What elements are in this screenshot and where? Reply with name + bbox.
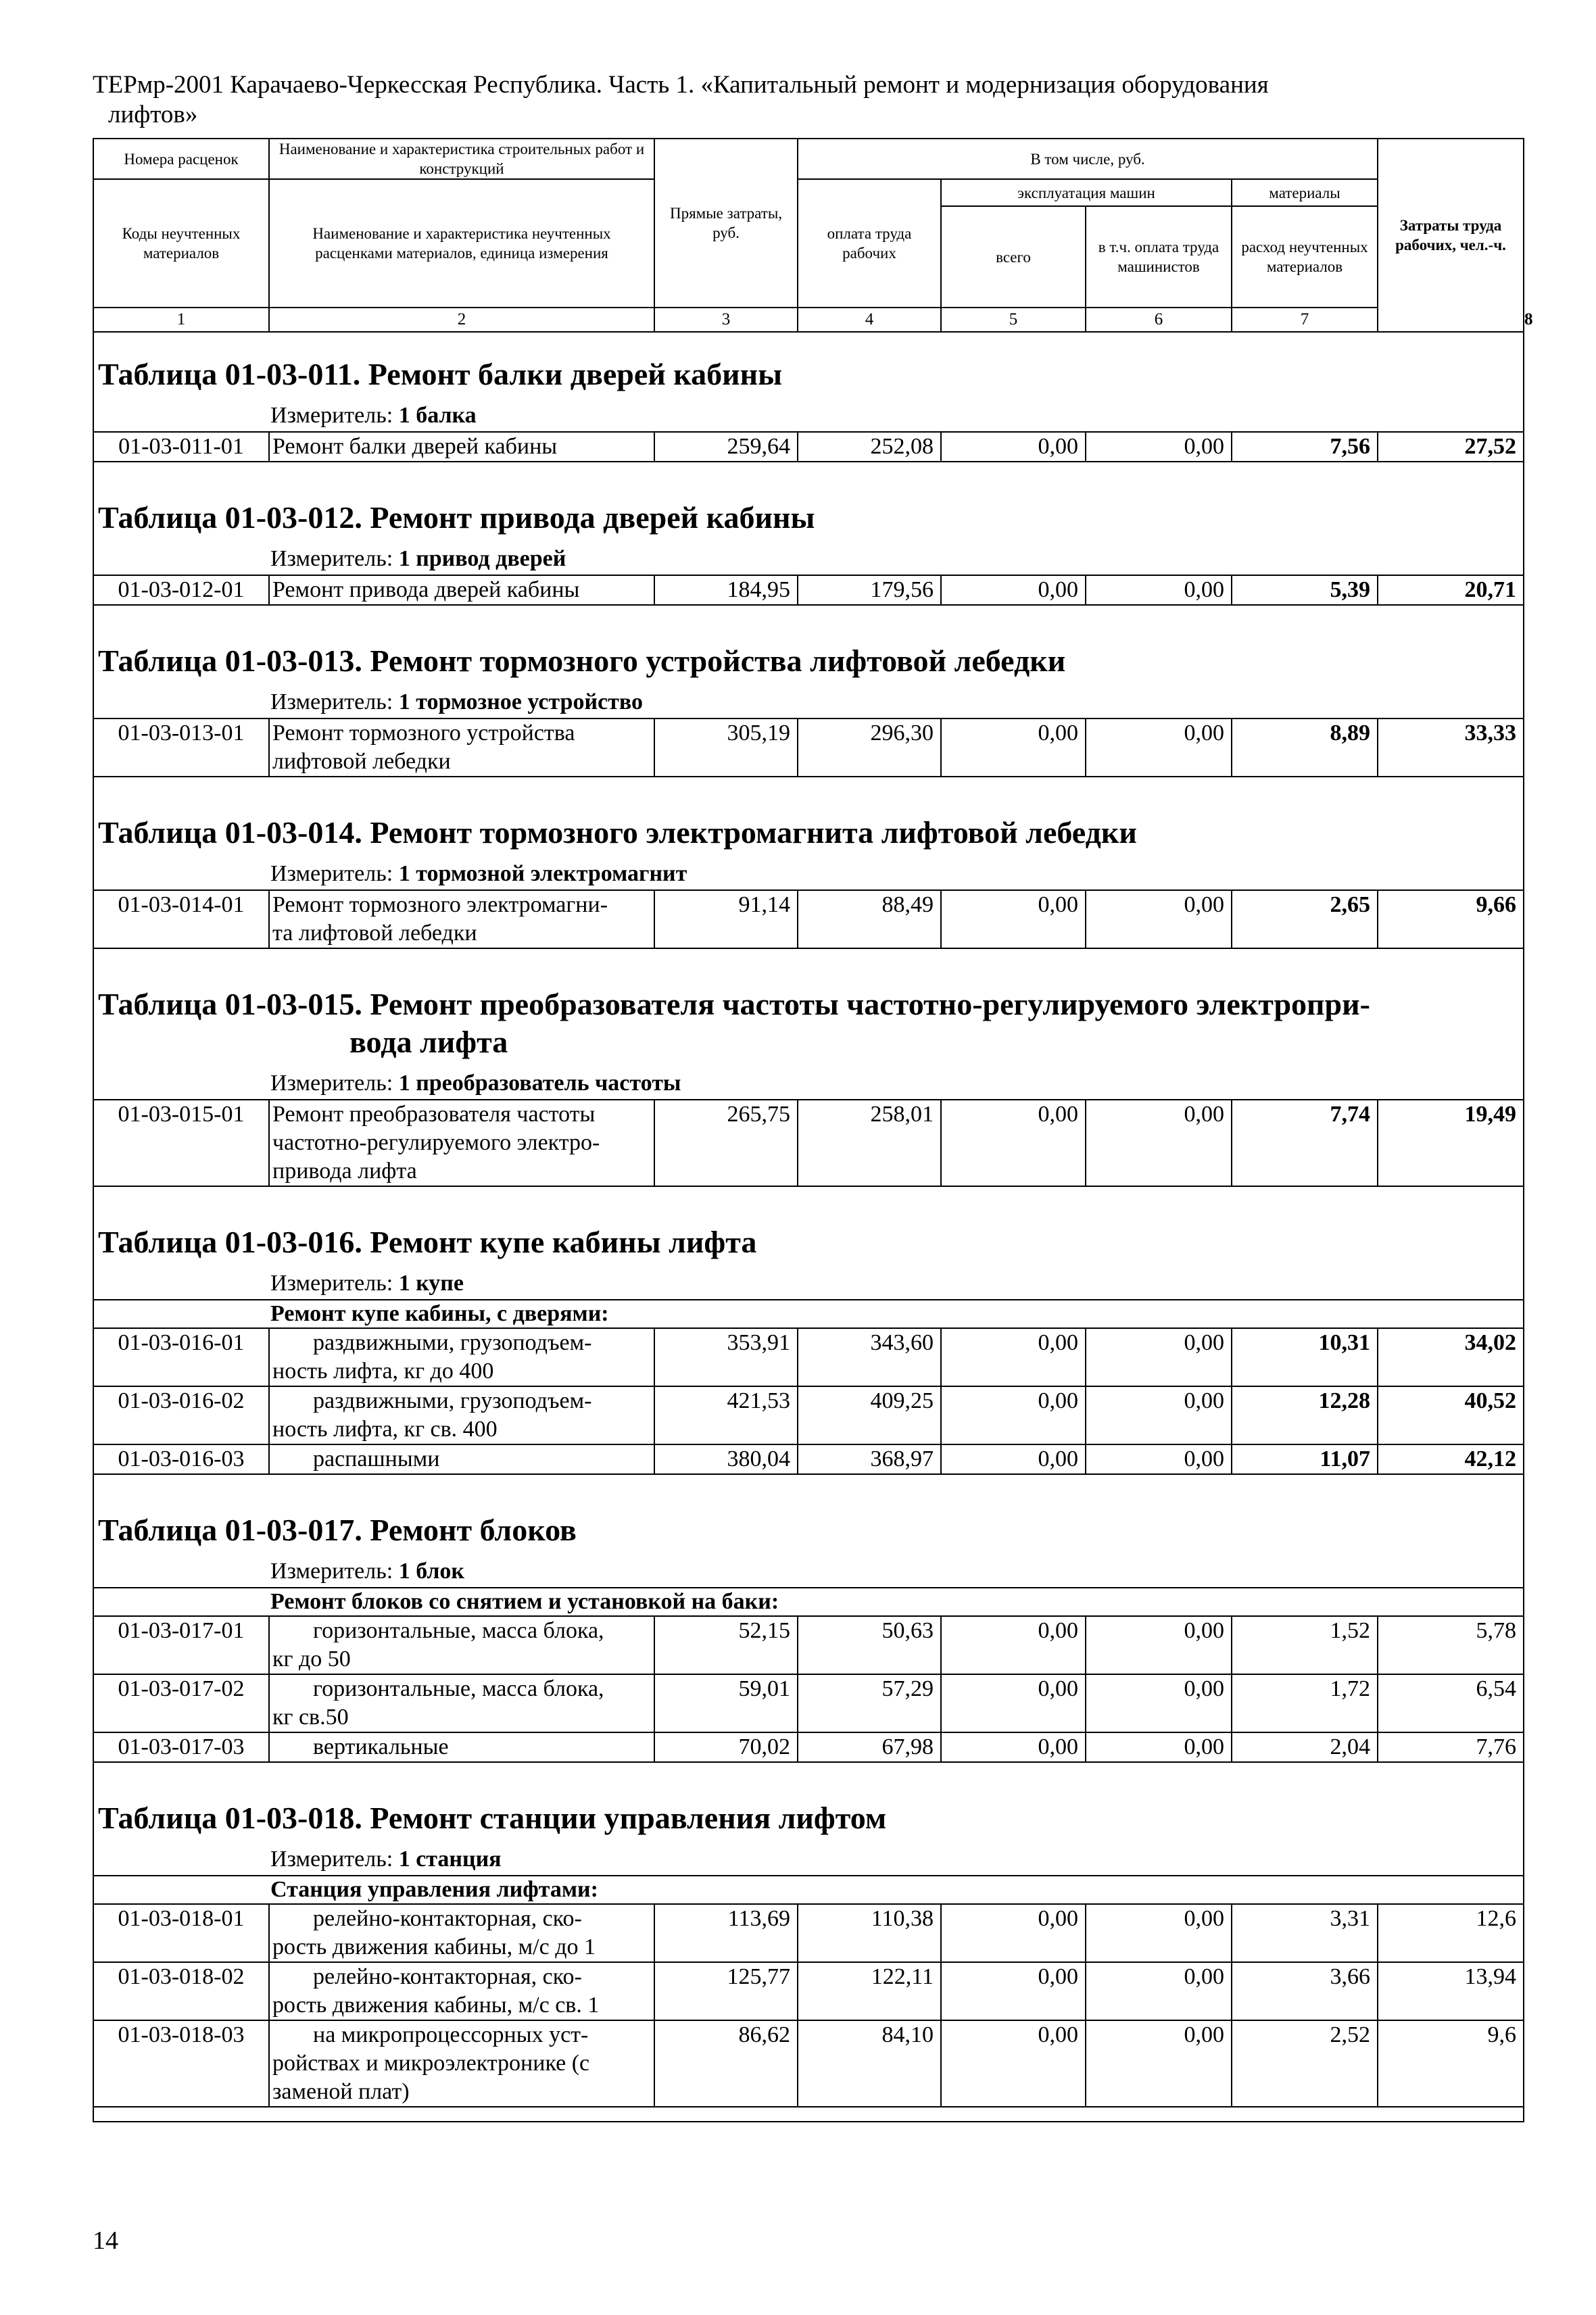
unit-label: Измеритель: [270, 1271, 399, 1296]
unit-label: Измеритель: [270, 1847, 399, 1872]
unit-cell [93, 684, 1524, 718]
machinist-pay-value: 0,00 [1086, 1732, 1232, 1762]
work-name-line: распашными [313, 1446, 440, 1471]
col-header-unaccounted-name: Наименование и характеристика неучтенных расценками материалов, единица измерения [269, 179, 654, 308]
machine-total-value: 0,00 [941, 1100, 1086, 1186]
machine-total-value: 0,00 [941, 1328, 1086, 1386]
labor-pay-value: 296,30 [798, 718, 941, 777]
labor-hours-value: 20,71 [1378, 575, 1524, 605]
unit-label: Измеритель: [270, 861, 399, 886]
spacer-cell [93, 1186, 1524, 1200]
direct-costs-value: 265,75 [654, 1100, 798, 1186]
work-name [269, 2020, 654, 2107]
work-name-line: кг св.50 [272, 1705, 349, 1730]
work-name-line: на микропроцессорных уст- [313, 2022, 589, 2047]
section-title-text: Таблица 01-03-018. Ремонт станции управления лифтом [98, 1801, 887, 1835]
table-row [93, 1444, 1524, 1474]
work-name-line: ность лифта, кг св. 400 [272, 1417, 498, 1442]
rate-code: 01-03-018-02 [93, 1962, 269, 2020]
work-name [269, 1674, 654, 1732]
section-title-row [93, 962, 1524, 1065]
unit-text [94, 401, 477, 430]
spacer-cell [93, 948, 1524, 962]
machine-total-value: 0,00 [941, 890, 1086, 948]
section-spacer [93, 2107, 1524, 2122]
labor-hours-value: 9,6 [1378, 2020, 1524, 2107]
machine-total-value: 0,00 [941, 1386, 1086, 1444]
rate-code: 01-03-018-01 [93, 1904, 269, 1962]
direct-costs-value: 59,01 [654, 1674, 798, 1732]
col-header-unaccounted-materials-use: расход неучтенных материалов [1232, 206, 1378, 308]
direct-costs-value: 86,62 [654, 2020, 798, 2107]
subhead-row [93, 1300, 1524, 1328]
section-spacer [93, 1186, 1524, 1200]
machinist-pay-value: 0,00 [1086, 1386, 1232, 1444]
unit-value: 1 привод дверей [398, 546, 566, 571]
labor-hours-value: 40,52 [1378, 1386, 1524, 1444]
machinist-pay-value: 0,00 [1086, 1100, 1232, 1186]
subhead-cell [93, 1588, 1524, 1616]
document-header-line-2: лифтов» [108, 101, 198, 128]
unit-cell [93, 1065, 1524, 1100]
unit-value: 1 блок [398, 1559, 465, 1584]
direct-costs-value: 52,15 [654, 1616, 798, 1674]
direct-costs-value: 259,64 [654, 432, 798, 462]
col-header-materials: материалы [1232, 179, 1378, 206]
labor-hours-value: 7,76 [1378, 1732, 1524, 1762]
table-row [93, 1962, 1524, 2020]
section-title-row [93, 476, 1524, 541]
section-title [93, 791, 1524, 856]
materials-value: 12,28 [1232, 1386, 1378, 1444]
rate-code: 01-03-016-02 [93, 1386, 269, 1444]
machinist-pay-value: 0,00 [1086, 1674, 1232, 1732]
unit-cell [93, 1841, 1524, 1876]
table-row [93, 1386, 1524, 1444]
column-number-cell: 7 [1232, 308, 1378, 332]
unit-label: Измеритель: [270, 403, 399, 428]
unit-value: 1 тормозной электромагнит [398, 861, 687, 886]
section-spacer [93, 1762, 1524, 1776]
section-spacer [93, 1474, 1524, 1488]
rate-code: 01-03-012-01 [93, 575, 269, 605]
machinist-pay-value: 0,00 [1086, 718, 1232, 777]
machine-total-value: 0,00 [941, 575, 1086, 605]
work-name-line: Ремонт тормозного устройства [272, 721, 575, 746]
labor-hours-value: 9,66 [1378, 890, 1524, 948]
section-title [93, 476, 1524, 541]
labor-hours-value: 13,94 [1378, 1962, 1524, 2020]
labor-hours-value: 42,12 [1378, 1444, 1524, 1474]
unit-label: Измеритель: [270, 1071, 399, 1096]
section-spacer [93, 777, 1524, 791]
labor-pay-value: 368,97 [798, 1444, 941, 1474]
unit-row [93, 397, 1524, 432]
spacer-cell [93, 605, 1524, 619]
unit-text [94, 545, 566, 573]
direct-costs-value: 91,14 [654, 890, 798, 948]
rate-code: 01-03-014-01 [93, 890, 269, 948]
work-name-line: ность лифта, кг до 400 [272, 1359, 494, 1384]
col-header-labor-costs: Затраты труда рабочих, чел.-ч. [1378, 139, 1524, 332]
materials-value: 5,39 [1232, 575, 1378, 605]
materials-value: 2,65 [1232, 890, 1378, 948]
rates-table [93, 138, 1533, 2122]
col-header-work-name: Наименование и характеристика строительных работ и конструкций [269, 139, 654, 179]
labor-pay-value: 252,08 [798, 432, 941, 462]
section-title-row [93, 791, 1524, 856]
section-spacer [93, 948, 1524, 962]
work-name [269, 1904, 654, 1962]
direct-costs-value: 421,53 [654, 1386, 798, 1444]
table-row [93, 432, 1524, 462]
section-title-text: Таблица 01-03-015. Ремонт преобразователя частоты частотно-регулируемого электропри- [98, 987, 1370, 1021]
unit-cell [93, 541, 1524, 575]
materials-value: 1,52 [1232, 1616, 1378, 1674]
table-row [93, 1904, 1524, 1962]
unit-cell [93, 1553, 1524, 1588]
section-title [93, 1200, 1524, 1265]
direct-costs-value: 353,91 [654, 1328, 798, 1386]
labor-hours-value: 34,02 [1378, 1328, 1524, 1386]
subhead-row [93, 1588, 1524, 1616]
section-title-row [93, 1776, 1524, 1841]
labor-pay-value: 84,10 [798, 2020, 941, 2107]
labor-pay-value: 67,98 [798, 1732, 941, 1762]
section-title [93, 619, 1524, 684]
document-header-line-1: ТЕРмр-2001 Карачаево-Черкесская Республика. Часть 1. «Капитальный ремонт и модернизация оборудования [93, 71, 1269, 99]
section-title-row [93, 332, 1524, 397]
direct-costs-value: 113,69 [654, 1904, 798, 1962]
unit-row [93, 856, 1524, 890]
work-name-line: Ремонт привода дверей кабины [272, 577, 580, 602]
subhead-cell [93, 1300, 1524, 1328]
column-number-cell: 6 [1086, 308, 1232, 332]
machinist-pay-value: 0,00 [1086, 2020, 1232, 2107]
machine-total-value: 0,00 [941, 1674, 1086, 1732]
materials-value: 2,52 [1232, 2020, 1378, 2107]
spacer-cell [93, 1474, 1524, 1488]
labor-pay-value: 122,11 [798, 1962, 941, 2020]
page-number: 14 [93, 2226, 118, 2255]
materials-value: 3,66 [1232, 1962, 1378, 2020]
work-name [269, 1100, 654, 1186]
column-number-cell: 1 [93, 308, 269, 332]
labor-hours-value: 5,78 [1378, 1616, 1524, 1674]
section-title-row [93, 1488, 1524, 1553]
work-name [269, 575, 654, 605]
work-name-line: релейно-контакторная, ско- [313, 1906, 582, 1931]
spacer-cell [93, 2107, 1524, 2122]
machinist-pay-value: 0,00 [1086, 1328, 1232, 1386]
labor-hours-value: 33,33 [1378, 718, 1524, 777]
work-name [269, 718, 654, 777]
direct-costs-value: 70,02 [654, 1732, 798, 1762]
subhead-text: Станция управления лифтами: [270, 1877, 598, 1902]
materials-value: 8,89 [1232, 718, 1378, 777]
table-row [93, 718, 1524, 777]
table-row [93, 2020, 1524, 2107]
rate-code: 01-03-011-01 [93, 432, 269, 462]
unit-label: Измеритель: [270, 546, 399, 571]
labor-pay-value: 258,01 [798, 1100, 941, 1186]
work-name-line: раздвижными, грузоподъем- [313, 1388, 592, 1413]
work-name-line: раздвижными, грузоподъем- [313, 1330, 592, 1355]
table-row [93, 890, 1524, 948]
section-title-text: Таблица 01-03-014. Ремонт тормозного электромагнита лифтовой лебедки [98, 815, 1137, 850]
labor-pay-value: 409,25 [798, 1386, 941, 1444]
labor-hours-value: 6,54 [1378, 1674, 1524, 1732]
unit-cell [93, 1265, 1524, 1300]
machine-total-value: 0,00 [941, 1444, 1086, 1474]
machine-total-value: 0,00 [941, 2020, 1086, 2107]
column-number-cell: 5 [941, 308, 1086, 332]
work-name-line: Ремонт преобразователя частоты [272, 1102, 596, 1127]
unit-text [94, 1269, 464, 1298]
section-title [93, 962, 1524, 1065]
machine-total-value: 0,00 [941, 1732, 1086, 1762]
unit-label: Измеритель: [270, 689, 399, 714]
subhead-text: Ремонт блоков со снятием и установкой на баки: [270, 1589, 779, 1614]
work-name-line: заменой плат) [272, 2079, 410, 2104]
section-title-text: Таблица 01-03-011. Ремонт балки дверей кабины [98, 357, 783, 391]
spacer-cell [93, 777, 1524, 791]
unit-text [94, 1845, 502, 1874]
unit-cell [93, 856, 1524, 890]
rate-code: 01-03-018-03 [93, 2020, 269, 2107]
labor-hours-value: 19,49 [1378, 1100, 1524, 1186]
column-number-cell: 3 [654, 308, 798, 332]
machinist-pay-value: 0,00 [1086, 1444, 1232, 1474]
labor-pay-value: 110,38 [798, 1904, 941, 1962]
section-title-text: Таблица 01-03-016. Ремонт купе кабины лифта [98, 1225, 757, 1259]
unit-label: Измеритель: [270, 1559, 399, 1584]
work-name-line: вертикальные [313, 1734, 449, 1759]
work-name [269, 1616, 654, 1674]
subhead-cell [93, 1876, 1524, 1904]
work-name-line: Ремонт тормозного электромагни- [272, 892, 608, 917]
machinist-pay-value: 0,00 [1086, 1962, 1232, 2020]
subhead-row [93, 1876, 1524, 1904]
rate-code: 01-03-017-03 [93, 1732, 269, 1762]
work-name-line: ройствах и микроэлектронике (с [272, 2051, 590, 2076]
work-name-line: горизонтальные, масса блока, [313, 1618, 604, 1643]
machine-total-value: 0,00 [941, 432, 1086, 462]
section-title-text: Таблица 01-03-017. Ремонт блоков [98, 1513, 577, 1547]
unit-text [94, 860, 687, 888]
unit-row [93, 1841, 1524, 1876]
work-name-line: кг до 50 [272, 1647, 351, 1672]
section-title-row [93, 619, 1524, 684]
labor-pay-value: 179,56 [798, 575, 941, 605]
col-header-rate-number: Номера расценок [93, 139, 269, 179]
labor-pay-value: 50,63 [798, 1616, 941, 1674]
direct-costs-value: 184,95 [654, 575, 798, 605]
spacer-cell [93, 1762, 1524, 1776]
labor-hours-value: 27,52 [1378, 432, 1524, 462]
unit-value: 1 преобразователь частоты [398, 1071, 681, 1096]
table-row [93, 1674, 1524, 1732]
work-name-line: Ремонт балки дверей кабины [272, 434, 558, 459]
section-title [93, 1776, 1524, 1841]
direct-costs-value: 125,77 [654, 1962, 798, 2020]
unit-text [94, 688, 643, 716]
work-name-line: горизонтальные, масса блока, [313, 1676, 604, 1701]
table-row [93, 1328, 1524, 1386]
machine-total-value: 0,00 [941, 1616, 1086, 1674]
table-row [93, 575, 1524, 605]
section-title-continuation: вода лифта [349, 1025, 508, 1059]
col-header-direct-costs: Прямые затраты, руб. [654, 139, 798, 308]
subhead-text: Ремонт купе кабины, с дверями: [270, 1301, 609, 1326]
machinist-pay-value: 0,00 [1086, 1616, 1232, 1674]
work-name-line: та лифтовой лебедки [272, 921, 477, 946]
machinist-pay-value: 0,00 [1086, 432, 1232, 462]
rate-code: 01-03-015-01 [93, 1100, 269, 1186]
table-row [93, 1732, 1524, 1762]
work-name-line: рость движения кабины, м/с до 1 [272, 1934, 596, 1959]
rate-code: 01-03-017-02 [93, 1674, 269, 1732]
labor-hours-value: 12,6 [1378, 1904, 1524, 1962]
unit-row [93, 684, 1524, 718]
col-header-machinist-pay: в т.ч. оплата труда машинистов [1086, 206, 1232, 308]
unit-value: 1 купе [398, 1271, 464, 1296]
work-name-line: рость движения кабины, м/с св. 1 [272, 1993, 600, 2018]
spacer-cell [93, 462, 1524, 476]
work-name [269, 1328, 654, 1386]
labor-pay-value: 57,29 [798, 1674, 941, 1732]
section-title-text: Таблица 01-03-013. Ремонт тормозного устройства лифтовой лебедки [98, 643, 1066, 678]
direct-costs-value: 305,19 [654, 718, 798, 777]
col-header-machine-total: всего [941, 206, 1086, 308]
unit-cell [93, 397, 1524, 432]
column-number-cell: 2 [269, 308, 654, 332]
section-title [93, 1488, 1524, 1553]
col-header-unaccounted-codes: Коды неучтенных материалов [93, 179, 269, 308]
section-title-text: Таблица 01-03-012. Ремонт привода дверей кабины [98, 500, 815, 535]
unit-value: 1 тормозное устройство [398, 689, 643, 714]
work-name-line: привода лифта [272, 1159, 417, 1184]
unit-row [93, 1265, 1524, 1300]
rate-code: 01-03-016-03 [93, 1444, 269, 1474]
materials-value: 7,56 [1232, 432, 1378, 462]
materials-value: 10,31 [1232, 1328, 1378, 1386]
work-name-line: частотно-регулируемого электро- [272, 1130, 600, 1155]
materials-value: 11,07 [1232, 1444, 1378, 1474]
rate-code: 01-03-013-01 [93, 718, 269, 777]
materials-value: 2,04 [1232, 1732, 1378, 1762]
materials-value: 1,72 [1232, 1674, 1378, 1732]
rate-code: 01-03-016-01 [93, 1328, 269, 1386]
column-numbers-row: 1 2 3 4 5 6 7 8 [93, 308, 1524, 332]
materials-value: 7,74 [1232, 1100, 1378, 1186]
machinist-pay-value: 0,00 [1086, 890, 1232, 948]
table-row [93, 1100, 1524, 1186]
table-row [93, 1616, 1524, 1674]
work-name-line: релейно-контакторная, ско- [313, 1964, 582, 1989]
labor-pay-value: 88,49 [798, 890, 941, 948]
unit-value: 1 балка [398, 403, 477, 428]
labor-pay-value: 343,60 [798, 1328, 941, 1386]
unit-row [93, 1553, 1524, 1588]
machine-total-value: 0,00 [941, 718, 1086, 777]
work-name [269, 1386, 654, 1444]
machine-total-value: 0,00 [941, 1962, 1086, 2020]
direct-costs-value: 380,04 [654, 1444, 798, 1474]
work-name-line: лифтовой лебедки [272, 749, 451, 774]
rate-code: 01-03-017-01 [93, 1616, 269, 1674]
machinist-pay-value: 0,00 [1086, 1904, 1232, 1962]
section-spacer [93, 605, 1524, 619]
column-number-cell: 4 [798, 308, 941, 332]
work-name [269, 1962, 654, 2020]
work-name [269, 1732, 654, 1762]
col-header-labor-pay: оплата труда рабочих [798, 179, 941, 308]
work-name [269, 432, 654, 462]
machine-total-value: 0,00 [941, 1904, 1086, 1962]
unit-value: 1 станция [398, 1847, 502, 1872]
col-header-machine-operation: эксплуатация машин [941, 179, 1232, 206]
section-title [93, 332, 1524, 397]
work-name [269, 890, 654, 948]
col-header-including: В том числе, руб. [798, 139, 1378, 179]
unit-text [94, 1557, 464, 1586]
work-name [269, 1444, 654, 1474]
machinist-pay-value: 0,00 [1086, 575, 1232, 605]
section-title-row [93, 1200, 1524, 1265]
section-spacer [93, 462, 1524, 476]
materials-value: 3,31 [1232, 1904, 1378, 1962]
unit-text [94, 1069, 681, 1098]
unit-row [93, 541, 1524, 575]
unit-row [93, 1065, 1524, 1100]
